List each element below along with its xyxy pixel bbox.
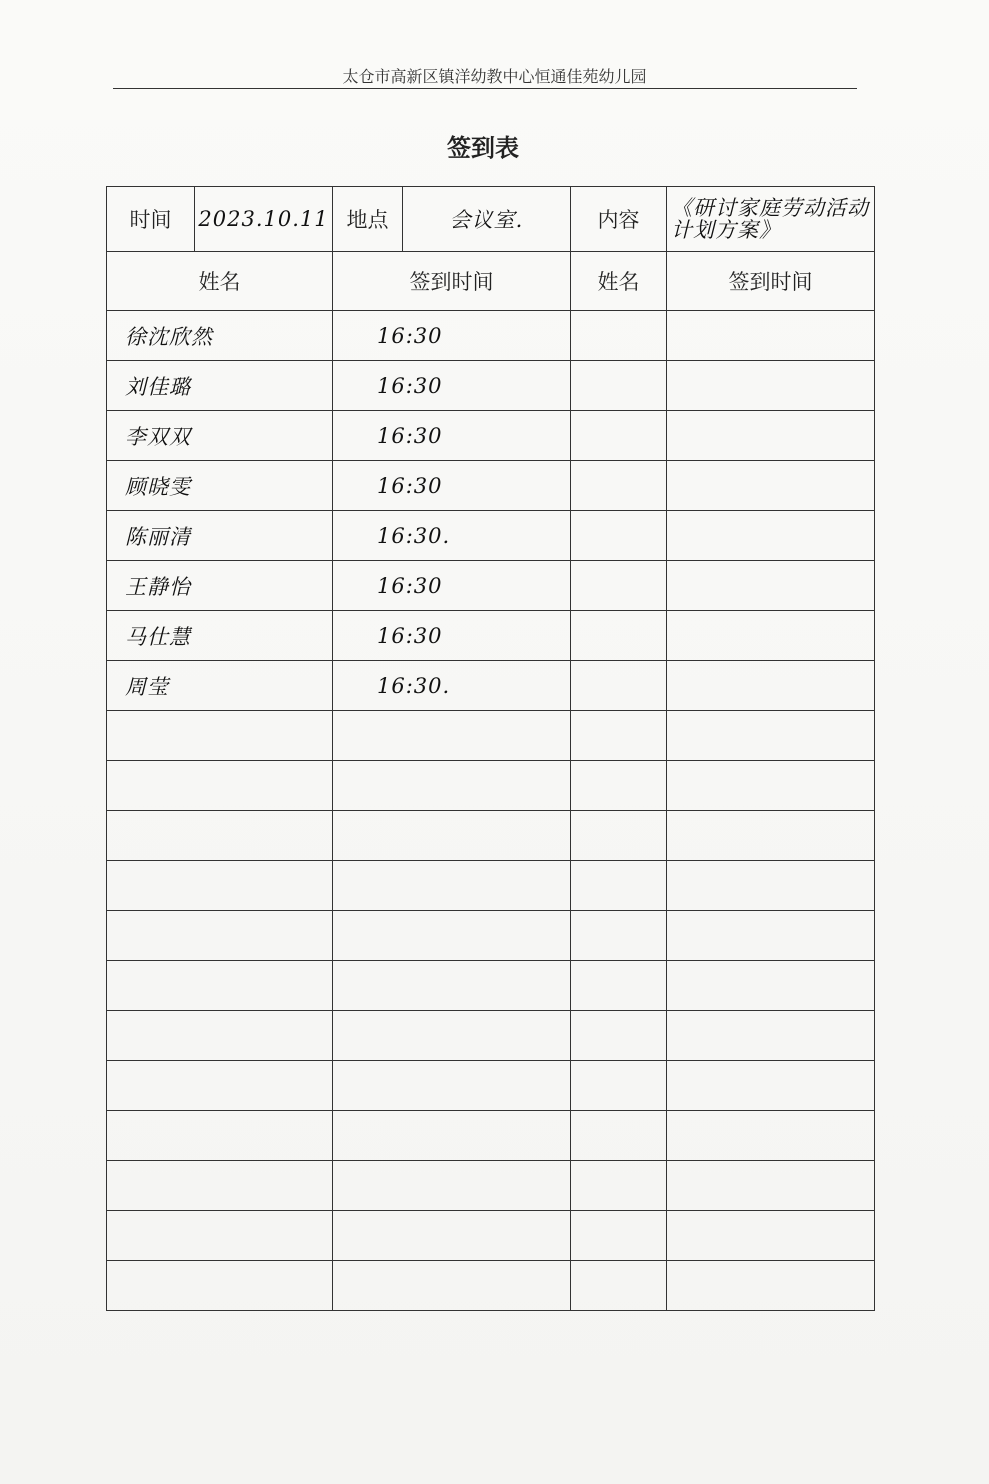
signer-name: 陈丽清 [107,511,333,561]
empty-cell [571,661,667,711]
place-value: 会议室. [403,187,571,252]
empty-cell [571,511,667,561]
column-header-name-right: 姓名 [571,252,667,311]
signer-name: 顾晓雯 [107,461,333,511]
empty-row [107,1261,875,1311]
empty-row [107,1061,875,1111]
empty-row [107,1211,875,1261]
content-label: 内容 [571,187,667,252]
empty-row [107,911,875,961]
column-header-time-right: 签到时间 [667,252,875,311]
empty-cell [571,611,667,661]
empty-row [107,811,875,861]
empty-cell [571,361,667,411]
table-row [107,561,875,611]
empty-cell [571,411,667,461]
time-value: 2023.10.11 [195,187,333,252]
info-row [107,187,875,252]
sign-in-time: 16:30 [333,461,571,511]
content-value: 《研讨家庭劳动活动计划方案》 [667,187,875,252]
header-rule [113,88,857,89]
signer-name: 王静怡 [107,561,333,611]
empty-cell [667,561,875,611]
column-header-name-left: 姓名 [107,252,333,311]
empty-cell [667,361,875,411]
sign-in-time: 16:30 [333,611,571,661]
table-row [107,361,875,411]
empty-row [107,961,875,1011]
empty-row [107,1111,875,1161]
column-header-time-left: 签到时间 [333,252,571,311]
sign-in-table [106,186,875,1311]
signer-name: 李双双 [107,411,333,461]
place-label: 地点 [333,187,403,252]
sign-in-time: 16:30 [333,561,571,611]
table-row [107,461,875,511]
table-row [107,511,875,561]
time-label: 时间 [107,187,195,252]
signer-name: 刘佳璐 [107,361,333,411]
empty-row [107,761,875,811]
sign-in-time: 16:30 [333,361,571,411]
signer-name: 周莹 [107,661,333,711]
empty-cell [571,561,667,611]
empty-row [107,1161,875,1211]
sign-in-time: 16:30 [333,411,571,461]
empty-cell [667,411,875,461]
empty-cell [667,611,875,661]
empty-cell [667,311,875,361]
empty-row [107,861,875,911]
column-header-row [107,252,875,311]
empty-cell [571,461,667,511]
sign-in-time: 16:30 [333,311,571,361]
sign-in-time: 16:30. [333,661,571,711]
table-row [107,411,875,461]
empty-cell [667,461,875,511]
empty-cell [667,661,875,711]
empty-row [107,711,875,761]
sign-in-time: 16:30. [333,511,571,561]
page-title: 签到表 [447,134,519,162]
table-row [107,311,875,361]
signer-name: 徐沈欣然 [107,311,333,361]
table-row [107,611,875,661]
empty-cell [571,311,667,361]
organization-name: 太仓市高新区镇洋幼教中心恒通佳苑幼儿园 [342,67,647,86]
empty-row [107,1011,875,1061]
signer-name: 马仕慧 [107,611,333,661]
empty-cell [667,511,875,561]
table-row [107,661,875,711]
